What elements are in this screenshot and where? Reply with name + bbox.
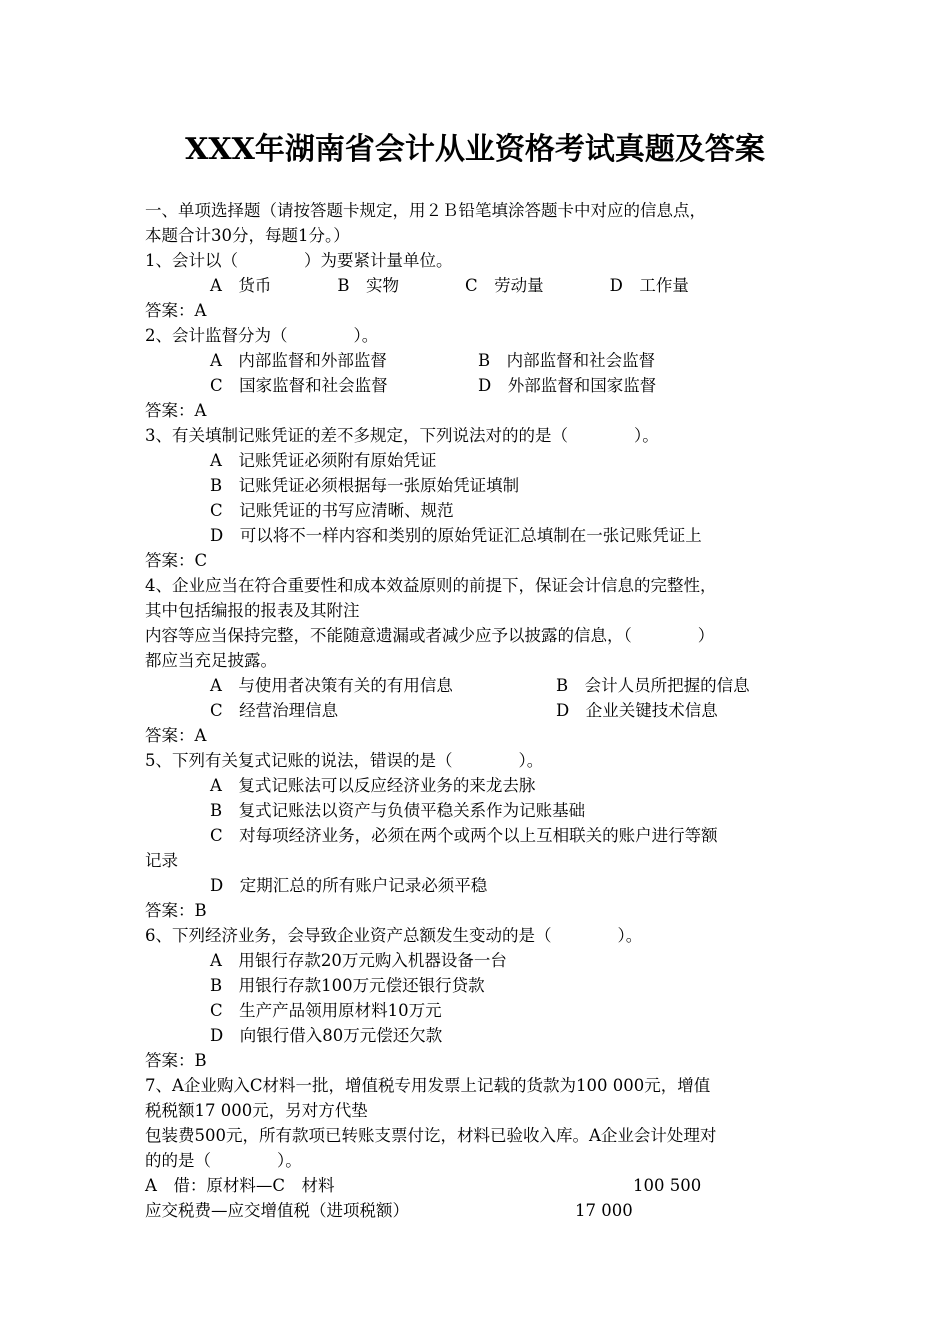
q3-option-d: D 可以将不一样内容和类别的原始凭证汇总填制在一张记账凭证上 [210,526,702,545]
q2-answer: 答案：A [145,401,207,420]
q2-stem: 2、会计监督分为（ ）。 [145,326,379,345]
q6-option-d: D 向银行借入80万元偿还欠款 [210,1026,443,1045]
q6-option-c: C 生产产品领用原材料10万元 [210,1001,442,1020]
q4-stem-line-3: 内容等应当保持完整，不能随意遗漏或者减少应予以披露的信息，（ ） [145,626,715,645]
q5-option-c-line-1: C 对每项经济业务，必须在两个或两个以上互相联关的账户进行等额 [210,826,718,845]
q5-option-c-line-2: 记录 [145,851,178,870]
q7-entry-2-amount: 17 000 [575,1201,633,1220]
q7-stem-line-1: 7、A企业购入C材料一批，增值税专用发票上记载的货款为100 000元，增值 [145,1076,711,1095]
q6-answer: 答案：B [145,1051,207,1070]
q5-option-d: D 定期汇总的所有账户记录必须平稳 [210,876,488,895]
q4-answer: 答案：A [145,726,207,745]
q1-options: A 货币 B 实物 C 劳动量 D 工作量 [210,276,689,295]
q6-stem: 6、下列经济业务，会导致企业资产总额发生变动的是（ ）。 [145,926,643,945]
q2-option-b: B 内部监督和社会监督 [478,351,656,370]
q2-option-c: C 国家监督和社会监督 [210,376,388,395]
q1-answer: 答案：A [145,301,207,320]
q7-stem-line-4: 的的是（ ）。 [145,1151,302,1170]
q5-answer: 答案：B [145,901,207,920]
q3-option-b: B 记账凭证必须根据每一张原始凭证填制 [210,476,520,495]
q7-entry-1-label: A 借：原材料—C 材料 [145,1176,335,1195]
q3-option-c: C 记账凭证的书写应清晰、规范 [210,501,454,520]
q5-option-a: A 复式记账法可以反应经济业务的来龙去脉 [210,776,536,795]
q4-option-b: B 会计人员所把握的信息 [556,676,750,695]
q4-option-c: C 经营治理信息 [210,701,339,720]
q3-answer: 答案：C [145,551,208,570]
q3-stem: 3、有关填制记账凭证的差不多规定，下列说法对的的是（ ）。 [145,426,659,445]
q6-option-b: B 用银行存款100万元偿还银行贷款 [210,976,485,995]
q4-stem-line-2: 其中包括编报的报表及其附注 [145,601,360,620]
q6-option-a: A 用银行存款20万元购入机器设备一台 [210,951,507,970]
q7-stem-line-2: 税税额17 000元，另对方代垫 [145,1101,368,1120]
q5-option-b: B 复式记账法以资产与负债平稳关系作为记账基础 [210,801,586,820]
q7-stem-line-3: 包装费500元，所有款项已转账支票付讫，材料已验收入库。A企业会计处理对 [145,1126,717,1145]
q2-option-a: A 内部监督和外部监督 [210,351,387,370]
q5-stem: 5、下列有关复式记账的说法，错误的是（ ）。 [145,751,544,770]
q4-option-a: A 与使用者决策有关的有用信息 [210,676,453,695]
q7-entry-2-label: 应交税费—应交增值税（进项税额） [145,1201,409,1220]
section-heading-line-2: 本题合计30分，每题1分。） [145,226,350,245]
q4-option-d: D 企业关键技术信息 [556,701,718,720]
q4-stem-line-1: 4、企业应当在符合重要性和成本效益原则的前提下，保证会计信息的完整性， [145,576,717,595]
q1-stem: 1、会计以（ ）为要紧计量单位。 [145,251,453,270]
q4-stem-line-4: 都应当充足披露。 [145,651,277,670]
q3-option-a: A 记账凭证必须附有原始凭证 [210,451,437,470]
q2-option-d: D 外部监督和国家监督 [478,376,657,395]
q7-entry-1-amount: 100 500 [633,1176,702,1195]
section-heading-line-1: 一、单项选择题（请按答题卡规定，用２Ｂ铅笔填涂答题卡中对应的信息点， [145,201,706,220]
page-title: XXX年湖南省会计从业资格考试真题及答案 [185,132,765,167]
